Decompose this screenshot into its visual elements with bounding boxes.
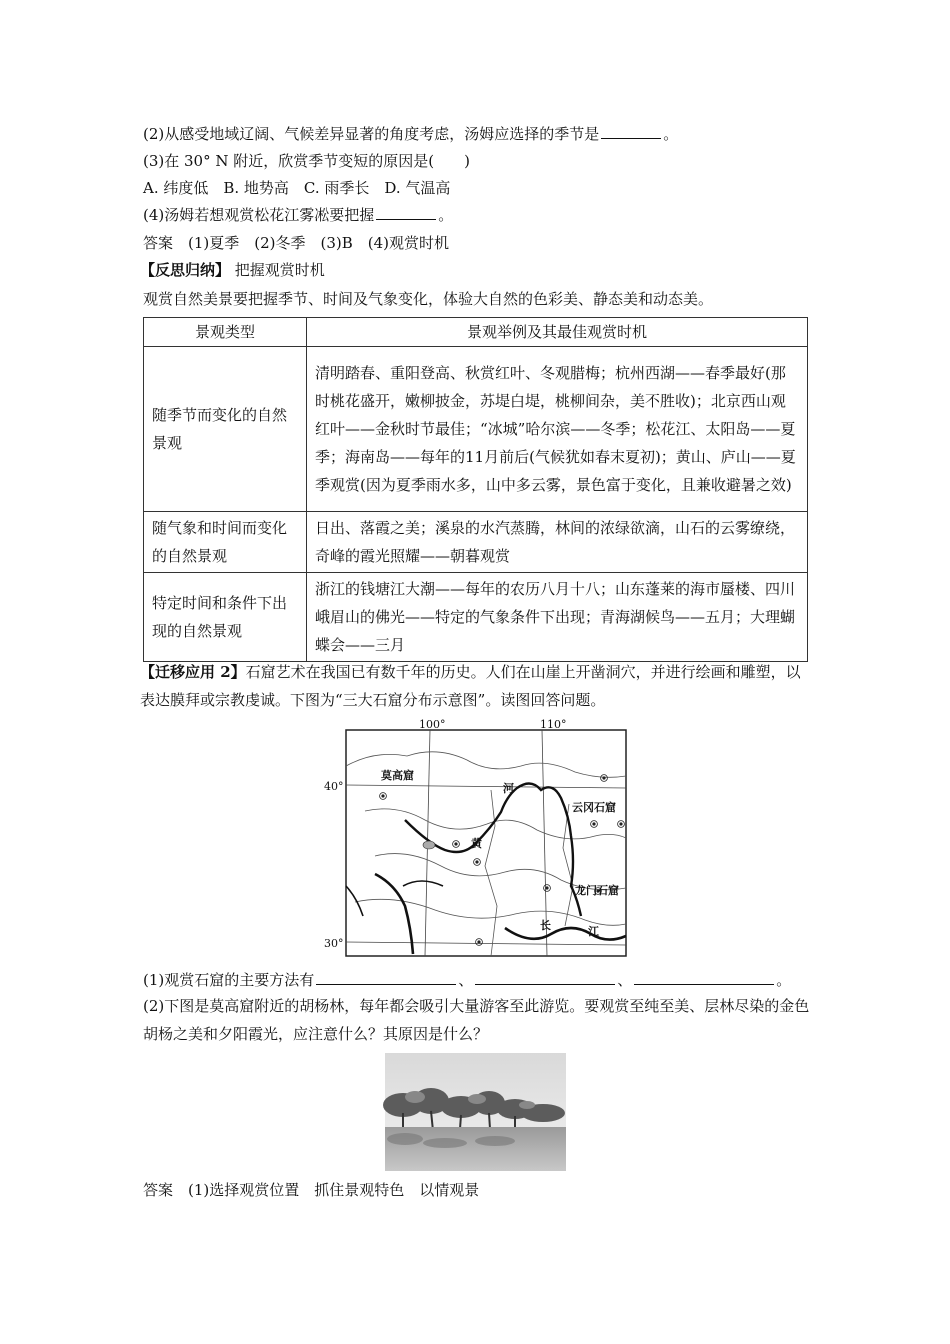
river-label: 长 [540, 919, 551, 932]
table-header-cell: 景观类型 [144, 318, 307, 347]
table-header-cell: 景观举例及其最佳观赏时机 [307, 318, 808, 347]
transfer-text: 石窟艺术在我国已有数千年的历史。人们在山崖上开凿洞穴，并进行绘画和雕塑，以表达膜拜或宗教虔诚。下图为“三大石窟分布示意图”。读图回答问题。 [140, 663, 801, 709]
viewing-time-table [143, 317, 808, 662]
lon-label-110: 110° [540, 718, 567, 731]
answer-blank [634, 970, 774, 985]
lon-label-100: 100° [419, 718, 446, 731]
lat-label-30: 30° [324, 937, 344, 950]
river-label: 江 [588, 925, 599, 938]
transfer-bracket: 【迁移应用 2】 [140, 663, 246, 681]
question-3: (3)在 30° N 附近，欣赏季节变短的原因是( ) [143, 152, 470, 170]
reflection-title: 把握观赏时机 [234, 261, 325, 279]
table-cell-examples: 日出、落霞之美；溪泉的水汽蒸腾，林间的浓绿欲滴，山石的云雾缭绕，奇峰的霞光照耀——朝暮观赏 [307, 512, 808, 573]
question-3-options: A. 纬度低 B. 地势高 C. 雨季长 D. 气温高 [143, 179, 451, 197]
populus-forest-photo [385, 1053, 566, 1171]
lat-label-40: 40° [324, 780, 344, 793]
table-cell-examples: 浙江的钱塘江大潮——每年的农历八月十八；山东蓬莱的海市蜃楼、四川峨眉山的佛光——特定的气象条件下出现；青海湖候鸟——五月；大理蝴蝶会——三月 [307, 573, 808, 662]
question-4: (4)汤姆若想观赏松花江雾凇要把握 。 [143, 206, 454, 224]
answer-2: 答案 (1)选择观赏位置 抓住景观特色 以情观景 [143, 1181, 480, 1199]
table-row [144, 347, 808, 512]
answer-blank [316, 970, 456, 985]
grottoes-map [324, 716, 627, 958]
answer-blank [475, 970, 615, 985]
reflection-heading [140, 260, 325, 280]
table-cell-type: 随季节而变化的自然景观 [144, 347, 307, 512]
sub-question-2: (2)下图是莫高窟附近的胡杨林，每年都会吸引大量游客至此游览。要观赏至纯至美、层林尽染的金色胡杨之美和夕阳霞光，应注意什么？其原因是什么？ [143, 997, 810, 1043]
question-2: (2)从感受地域辽阔、气候差异显著的角度考虑，汤姆应选择的季节是 。 [143, 125, 679, 143]
place-yungang: 云冈石窟 [572, 801, 616, 814]
table-cell-type: 随气象和时间而变化的自然景观 [144, 512, 307, 573]
river-label: 黄 [471, 837, 482, 850]
question-2-text: (2)从感受地域辽阔、气候差异显著的角度考虑，汤姆应选择的季节是 [143, 125, 600, 143]
place-mogao: 莫高窟 [381, 769, 414, 782]
table-cell-type: 特定时间和条件下出现的自然景观 [144, 573, 307, 662]
answer-blank [601, 124, 661, 139]
place-longmen: 龙门石窟 [575, 884, 619, 897]
answer-blank [376, 205, 436, 220]
river-label: 河 [503, 782, 514, 795]
transfer-application [140, 658, 808, 714]
table-header-row [144, 318, 808, 347]
table-row [144, 573, 808, 662]
table-row [144, 512, 808, 573]
table-cell-examples: 清明踏春、重阳登高、秋赏红叶、冬观腊梅；杭州西湖——春季最好(那时桃花盛开，嫩柳披金，苏堤白堤，桃柳间杂，美不胜收)；北京西山观红叶——金秋时节最佳；“冰城”哈尔滨——冬季；松花江、太阳岛——夏季；海南岛——每年的11月前后(气候犹如春末夏初)；黄山、庐山——夏季观赏(因为夏季雨水多，山中多云雾，景色富于变化，且兼收避暑之效) [307, 347, 808, 512]
question-4-text: (4)汤姆若想观赏松花江雾凇要把握 [143, 206, 375, 224]
answer-1: 答案 (1)夏季 (2)冬季 (3)B (4)观赏时机 [143, 234, 450, 252]
reflection-bracket: 【反思归纳】 [140, 261, 231, 279]
reflection-intro: 观赏自然美景要把握季节、时间及气象变化，体验大自然的色彩美、静态美和动态美。 [143, 290, 714, 308]
sub-question-1: (1)观赏石窟的主要方法有 、 、 。 [143, 971, 792, 989]
